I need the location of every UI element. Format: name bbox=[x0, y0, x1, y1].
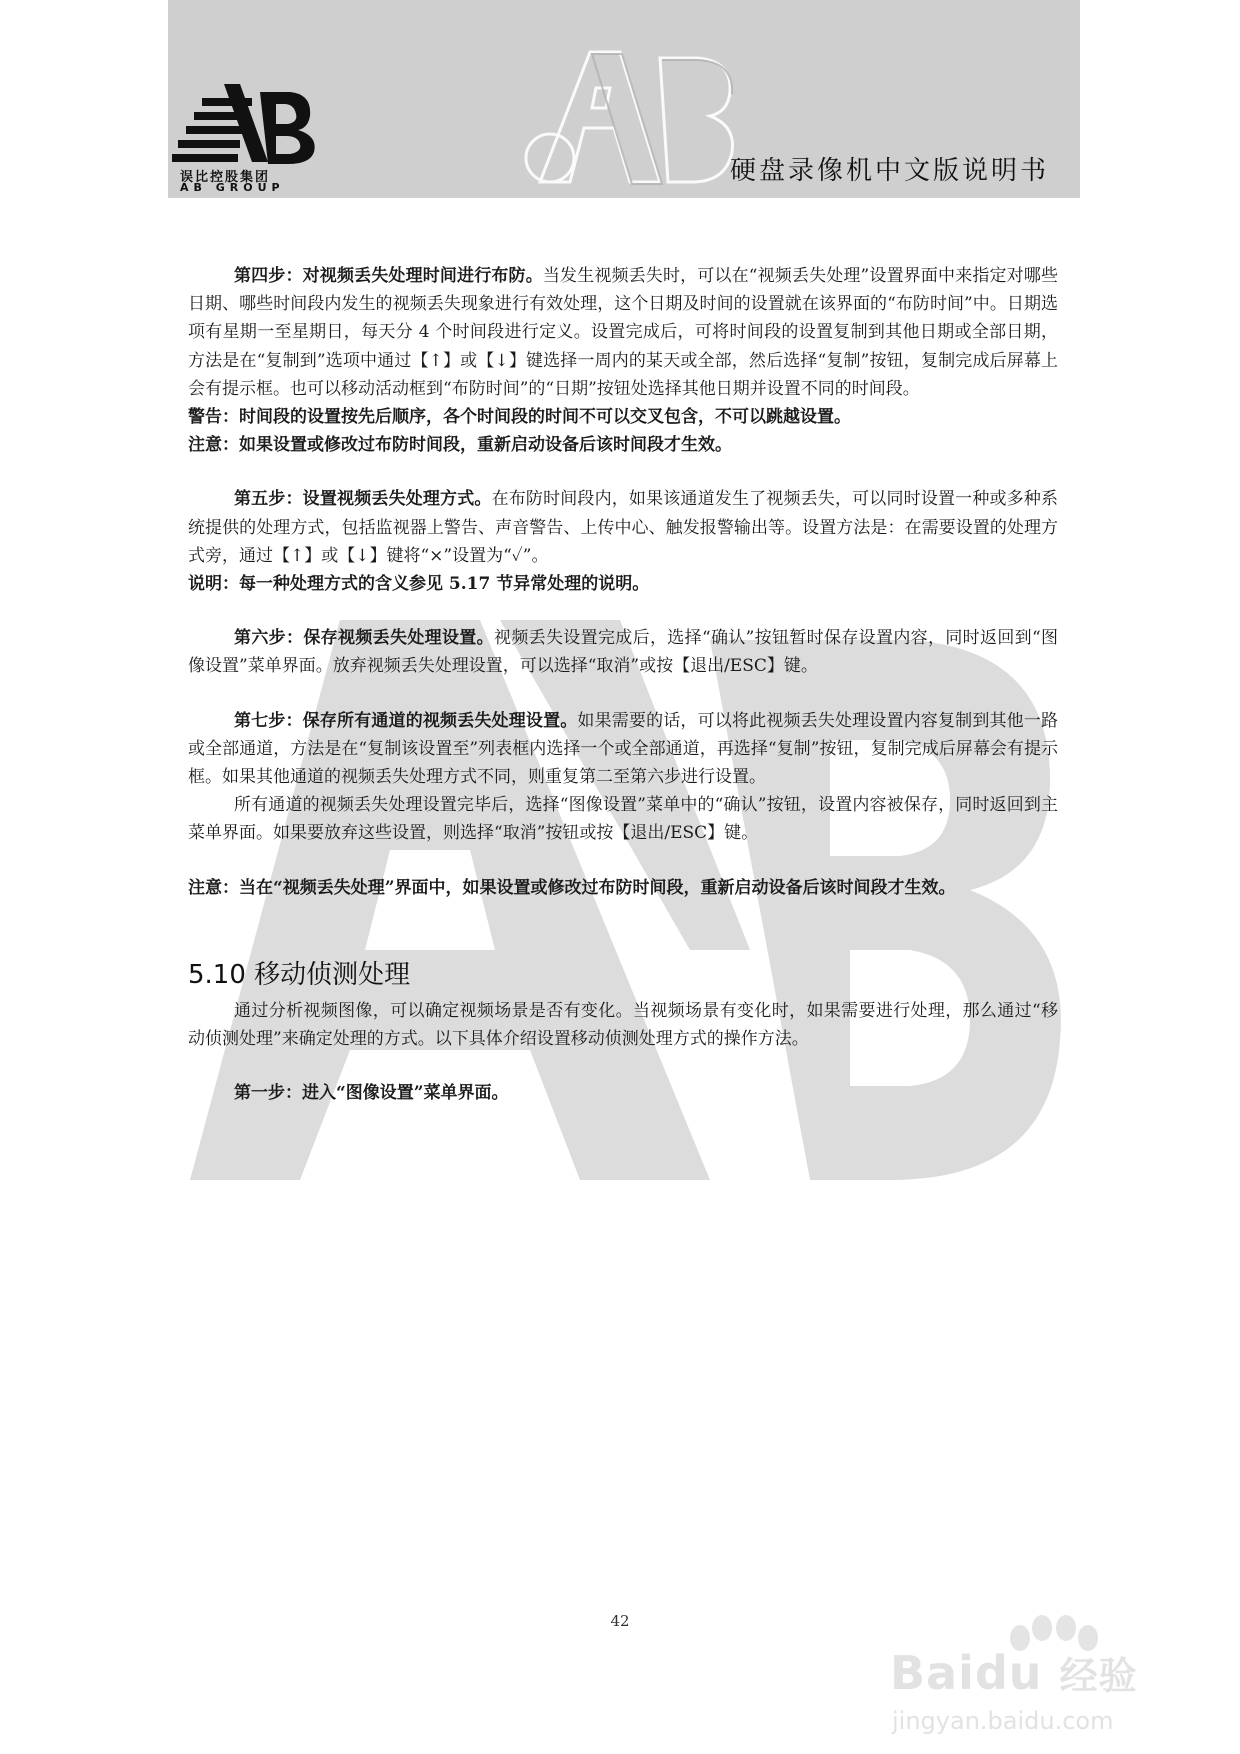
baidu-logo-text bbox=[890, 1645, 1138, 1700]
note-line-2: 注意：当在“视频丢失处理”界面中，如果设置或修改过布防时间段，重新启动设备后该时间段才生效。 bbox=[188, 877, 956, 898]
baidu-brand-2: du bbox=[974, 1646, 1043, 1700]
step4-text: 当发生视频丢失时，可以在“视频丢失处理”设置界面中来指定对哪些日期、哪些时间段内发生的视频丢失现象进行有效处理，这个日期及时间的设置就在该界面的“布防时间”中。日期选项有星期一至星期日，每天分 4 个时间段进行定义。设置完成后，可将时间段的设置复制到其他日期或全部日期，方法是在“复制到”选项中通过【↑】或【↓】键选择一周内的某天或全部，然后选择“复制”按钮，复制完成后屏幕上会有提示框。也可以移动活动框到“布防时间”的“日期”按钮处选择其他日期并设置不同的时间段。 bbox=[188, 266, 1058, 399]
logo-chinese-text: 误比控股集团 bbox=[180, 170, 271, 185]
step5-paragraph bbox=[188, 485, 1058, 570]
baidu-brand-cn: 经验 bbox=[1059, 1654, 1138, 1698]
step6-text: 视频丢失设置完成后，选择“确认”按钮暂时保存设置内容，同时返回到“图像设置”菜单界面。放弃视频丢失处理设置，可以选择“取消”或按【退出/ESC】键。 bbox=[188, 628, 1059, 677]
step4-title: 第四步：对视频丢失处理时间进行布防。 bbox=[234, 266, 543, 286]
step5-text: 在布防时间段内，如果该通道发生了视频丢失，可以同时设置一种或多种系统提供的处理方式，包括监视器上警告、声音警告、上传中心、触发报警输出等。设置方法是：在需要设置的处理方式旁，通过【↑】或【↓】键将“×”设置为“✓”。 bbox=[188, 489, 1059, 566]
step7-text: 如果需要的话，可以将此视频丢失处理设置内容复制到其他一路或全部通道，方法是在“复制该设置至”列表框内选择一个或全部通道，再选择“复制”按钮，复制完成后屏幕会有提示框。如果其他通道的视频丢失处理方式不同，则重复第二至第六步进行设置。 bbox=[188, 710, 1059, 788]
explain-line: 说明：每一种处理方式的含义参见 5.17 节异常处理的说明。 bbox=[188, 574, 650, 595]
step7-paragraph-2: 所有通道的视频丢失处理设置完毕后，选择“图像设置”菜单中的“确认”按钮，设置内容被保存，同时返回到主菜单界面。如果要放弃这些设置，则选择“取消”按钮或按【退出/ESC】键。 bbox=[188, 795, 1058, 844]
step6-paragraph bbox=[188, 624, 1058, 680]
page-number: 42 bbox=[610, 1612, 630, 1630]
warning-line: 警告：时间段的设置按先后顺序，各个时间段的时间不可以交叉包含，不可以跳越设置。 bbox=[188, 407, 851, 428]
embossed-ab-emblem bbox=[510, 48, 740, 186]
logo-english-text: AB GROUP bbox=[180, 181, 285, 194]
step1-line: 第一步：进入“图像设置”菜单界面。 bbox=[234, 1083, 509, 1104]
baidu-url: jingyan.baidu.com bbox=[892, 1707, 1114, 1735]
section-heading: 5.10 移动侦测处理 bbox=[188, 959, 411, 990]
step5-title: 第五步：设置视频丢失处理方式。 bbox=[234, 489, 492, 510]
document-title: 硬盘录像机中文版说明书 bbox=[730, 156, 1050, 186]
step7-title: 第七步：保存所有通道的视频丢失处理设置。 bbox=[234, 710, 578, 731]
step4-paragraph bbox=[188, 262, 1058, 403]
baidu-brand: Bai bbox=[890, 1646, 975, 1700]
step7-paragraph bbox=[188, 707, 1058, 792]
section-paragraph: 通过分析视频图像，可以确定视频场景是否有变化。当视频场景有变化时，如果需要进行处理，那么通过“移动侦测处理”来确定处理的方式。以下具体介绍设置移动侦测处理方式的操作方法。 bbox=[188, 1000, 1058, 1050]
note-line-1: 注意：如果设置或修改过布防时间段，重新启动设备后该时间段才生效。 bbox=[188, 435, 732, 456]
page-content bbox=[188, 262, 1058, 1107]
step6-title: 第六步：保存视频丢失处理设置。 bbox=[234, 628, 494, 649]
